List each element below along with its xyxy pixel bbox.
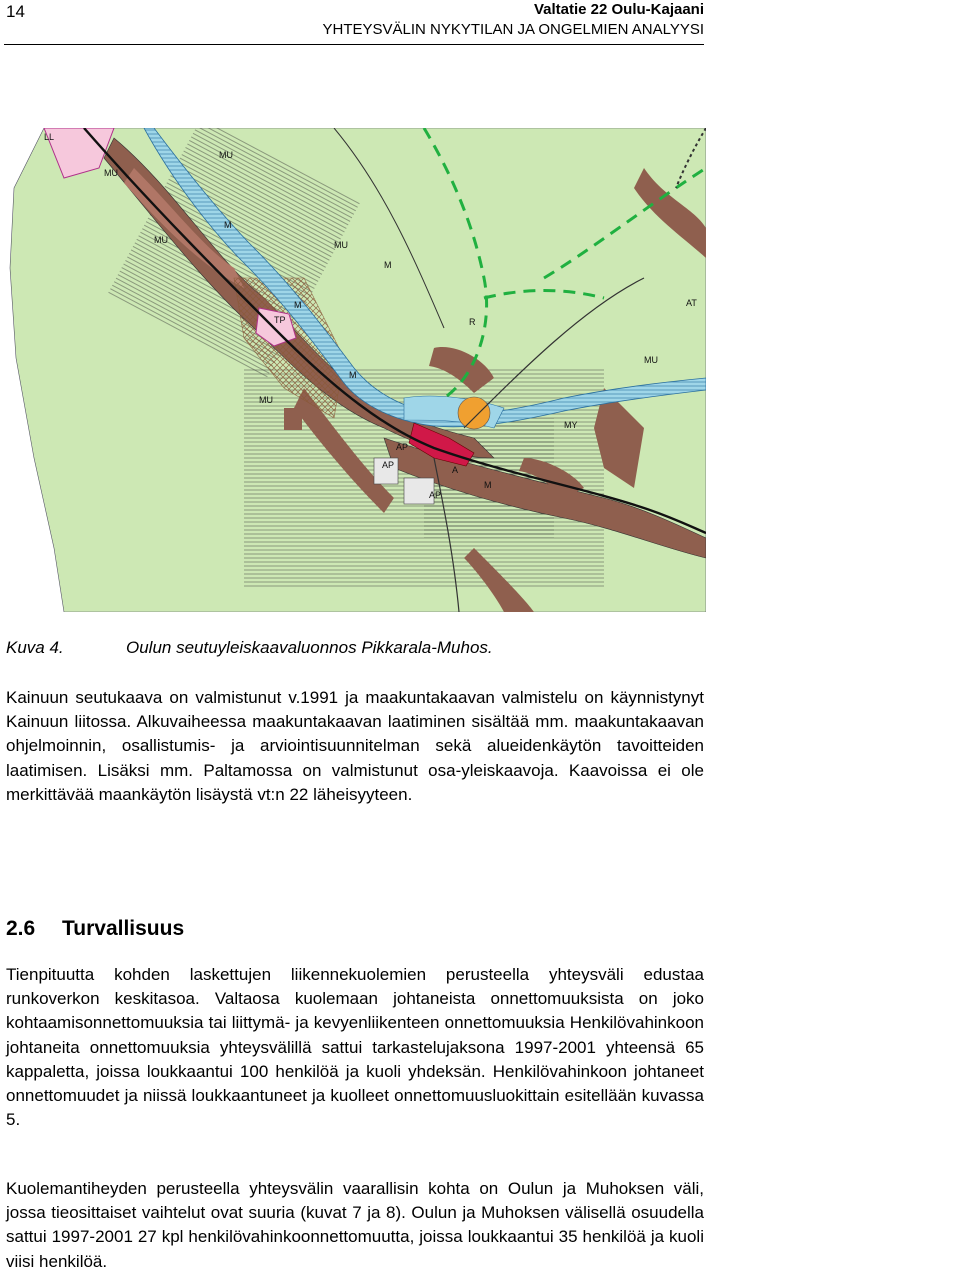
svg-text:M: M [384, 260, 392, 270]
svg-text:R: R [469, 317, 476, 327]
svg-text:AP: AP [429, 490, 442, 500]
svg-text:MU: MU [259, 395, 273, 405]
svg-text:AP: AP [382, 460, 395, 470]
figure-caption [6, 638, 493, 658]
document-title: Valtatie 22 Oulu-Kajaani [533, 1, 704, 18]
svg-text:M: M [294, 300, 302, 310]
svg-text:MU: MU [644, 355, 658, 365]
figure-caption-text: Oulun seutuyleiskaavaluonnos Pikkarala-Muhos. [126, 638, 493, 657]
svg-text:MU: MU [104, 168, 118, 178]
page-number: 14 [6, 2, 25, 21]
body-paragraph-1: Kainuun seutukaava on valmistunut v.1991 ja maakuntakaavan valmistelu on käynnistynyt Kainuun liitossa. Alkuvaiheessa maakuntakaavan laatiminen sisältää mm. maakuntakaavan ohjelmoinnin, osallistumis- ja arviointisuunnitelman sekä alueidenkäytön tavoitteiden laatimisen. Lisäksi mm. Paltamossa on valmistunut osa-yleiskaavoja. Kaavoissa ei ole merkittävää maankäytön lisäystä vt:n 22 läheisyyteen. [6, 688, 704, 804]
svg-text:MU: MU [154, 235, 168, 245]
svg-text:M: M [349, 370, 357, 380]
body-paragraph-3: Kuolemantiheyden perusteella yhteysvälin vaarallisin kohta on Oulun ja Muhoksen väli, jossa tieosittaiset vaihtelut ovat suuria (kuvat 7 ja 8). Oulun ja Muhoksen välisellä osuudella sattui 1997-2001 27 kpl henkilövahinkoonnettomuutta, joissa loukkaantui 35 henkilöä ja kuoli viisi henkilöä. [6, 1179, 704, 1271]
svg-text:M: M [484, 480, 492, 490]
section-heading [6, 917, 184, 941]
svg-text:AP: AP [396, 442, 409, 452]
header-rule [4, 44, 704, 45]
svg-text:MU: MU [219, 150, 233, 160]
svg-text:MU: MU [334, 240, 348, 250]
section-number: 2.6 [6, 917, 36, 940]
running-header [322, 0, 704, 40]
document-subtitle: YHTEYSVÄLIN NYKYTILAN JA ONGELMIEN ANALYYSI [322, 21, 704, 38]
svg-text:AT: AT [686, 298, 697, 308]
land-use-plan-map [4, 128, 706, 612]
svg-text:MY: MY [564, 420, 578, 430]
svg-text:LL: LL [44, 132, 55, 142]
svg-text:TP: TP [274, 315, 286, 325]
svg-text:A: A [452, 465, 459, 475]
svg-text:M: M [224, 220, 232, 230]
body-paragraph-2: Tienpituutta kohden laskettujen liikennekuolemien perusteella yhteysväli edustaa runkoverkon keskitasoa. Valtaosa kuolemaan johtaneista onnettomuuksista on joko kohtaamisonnettomuuksia tai liittymä- ja kevyenliikenteen onnettomuuksia Henkilövahinkoon johtaneita onnettomuuksia yhteysvälillä sattui tarkastelujaksona 1997-2001 yhteensä 65 kappaletta, joissa loukkaantui 100 henkilöä ja kuoli yhdeksän. Henkilövahinkoon johtaneet onnettomuudet ja niissä loukkaantuneet ja kuolleet onnettomuusluokittain esitellään kuvassa 5. [6, 965, 704, 1130]
section-title: Turvallisuus [62, 917, 185, 940]
figure-label: Kuva 4. [6, 638, 64, 657]
